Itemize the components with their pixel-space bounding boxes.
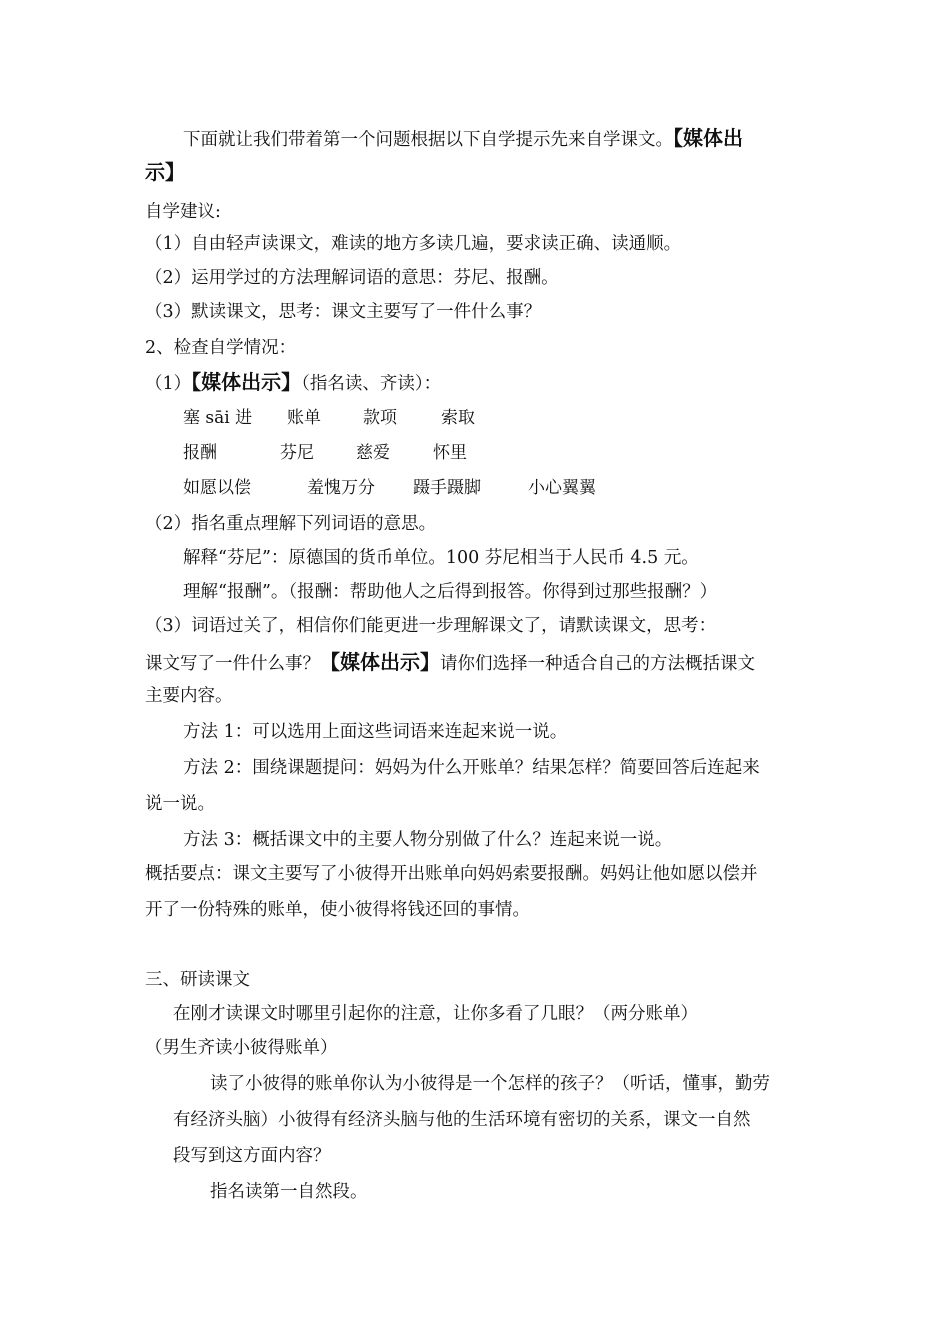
media-tag: 【媒体出示】 <box>320 650 440 674</box>
self-study-heading: 自学建议: <box>145 202 221 222</box>
check-item-3-line-2 <box>145 650 755 676</box>
summary-line-1: 概括要点：课文主要写了小彼得开出账单向妈妈索要报酬。妈妈让他如愿以偿并 <box>145 864 758 884</box>
check-item-3: （3）词语过关了，相信你们能更进一步理解课文了，请默读课文，思考： <box>145 616 717 636</box>
self-study-item-1: （1）自由轻声读课文，难读的地方多读几遍，要求读正确、读通顺。 <box>145 234 682 254</box>
check-item-3-line-3: 主要内容。 <box>145 686 233 706</box>
vocab-word: 款项 <box>363 408 397 428</box>
method-2: 方法 2：围绕课题提问：妈妈为什么开账单？结果怎样？简要回答后连起来 <box>183 758 760 778</box>
vocab-word: 羞愧万分 <box>307 478 375 498</box>
vocab-word: 索取 <box>441 408 475 428</box>
check-heading: 2、检查自学情况： <box>145 338 297 358</box>
media-tag: 【媒体出示】 <box>191 370 302 394</box>
vocab-word: 塞 sāi 进 <box>183 408 253 428</box>
check-item-2: （2）指名重点理解下列词语的意思。 <box>145 514 437 534</box>
vocab-word: 账单 <box>287 408 321 428</box>
vocab-word: 怀里 <box>433 443 467 463</box>
study-paragraph-2: （男生齐读小彼得账单） <box>145 1038 338 1058</box>
self-study-item-3: （3）默读课文，思考：课文主要写了一件什么事？ <box>145 302 542 322</box>
explain-fenni: 解释“芬尼”：原德国的货币单位。100 芬尼相当于人民币 4.5 元。 <box>183 548 699 568</box>
vocab-word: 慈爱 <box>356 443 390 463</box>
item-prefix: （1） <box>145 374 192 394</box>
study-paragraph-3: 读了小彼得的账单你认为小彼得是一个怎样的孩子？（听话，懂事，勤劳 <box>210 1074 770 1094</box>
media-tag: 示】 <box>145 160 185 184</box>
summary-line-2: 开了一份特殊的账单，使小彼得将钱还回的事情。 <box>145 900 530 920</box>
intro-line <box>183 126 743 152</box>
study-paragraph-3-line-2: 有经济头脑）小彼得有经济头脑与他的生活环境有密切的关系，课文一自然 <box>173 1110 751 1130</box>
explain-baochou: 理解“报酬”。（报酬：帮助他人之后得到报答。你得到过那些报酬？） <box>183 582 718 602</box>
study-paragraph-3-line-3: 段写到这方面内容？ <box>173 1146 331 1166</box>
intro-line-2 <box>145 160 185 186</box>
intro-text: 下面就让我们带着第一个问题根据以下自学提示先来自学课文。 <box>183 130 673 150</box>
vocab-word: 芬尼 <box>280 443 314 463</box>
method-1: 方法 1：可以选用上面这些词语来连起来说一说。 <box>183 722 568 742</box>
study-paragraph-1: 在刚才读课文时哪里引起你的注意，让你多看了几眼？（两分账单） <box>173 1004 698 1024</box>
study-paragraph-4: 指名读第一自然段。 <box>210 1182 368 1202</box>
vocab-word: 蹑手蹑脚 <box>413 478 481 498</box>
vocab-word: 小心翼翼 <box>528 478 596 498</box>
vocab-word: 报酬 <box>183 443 217 463</box>
check-item-1 <box>145 370 441 396</box>
item3-text-b: 请你们选择一种适合自己的方法概括课文 <box>440 654 755 674</box>
media-tag: 【媒体出 <box>673 126 743 150</box>
method-2-cont: 说一说。 <box>145 794 215 814</box>
method-3: 方法 3：概括课文中的主要人物分别做了什么？连起来说一说。 <box>183 830 673 850</box>
item-suffix: （指名读、齐读）： <box>301 374 442 394</box>
study-heading: 三、研读课文 <box>145 970 250 990</box>
self-study-item-2: （2）运用学过的方法理解词语的意思：芬尼、报酬。 <box>145 268 559 288</box>
vocab-word: 如愿以偿 <box>183 478 251 498</box>
item3-text-a: 课文写了一件什么事？ <box>145 654 320 674</box>
